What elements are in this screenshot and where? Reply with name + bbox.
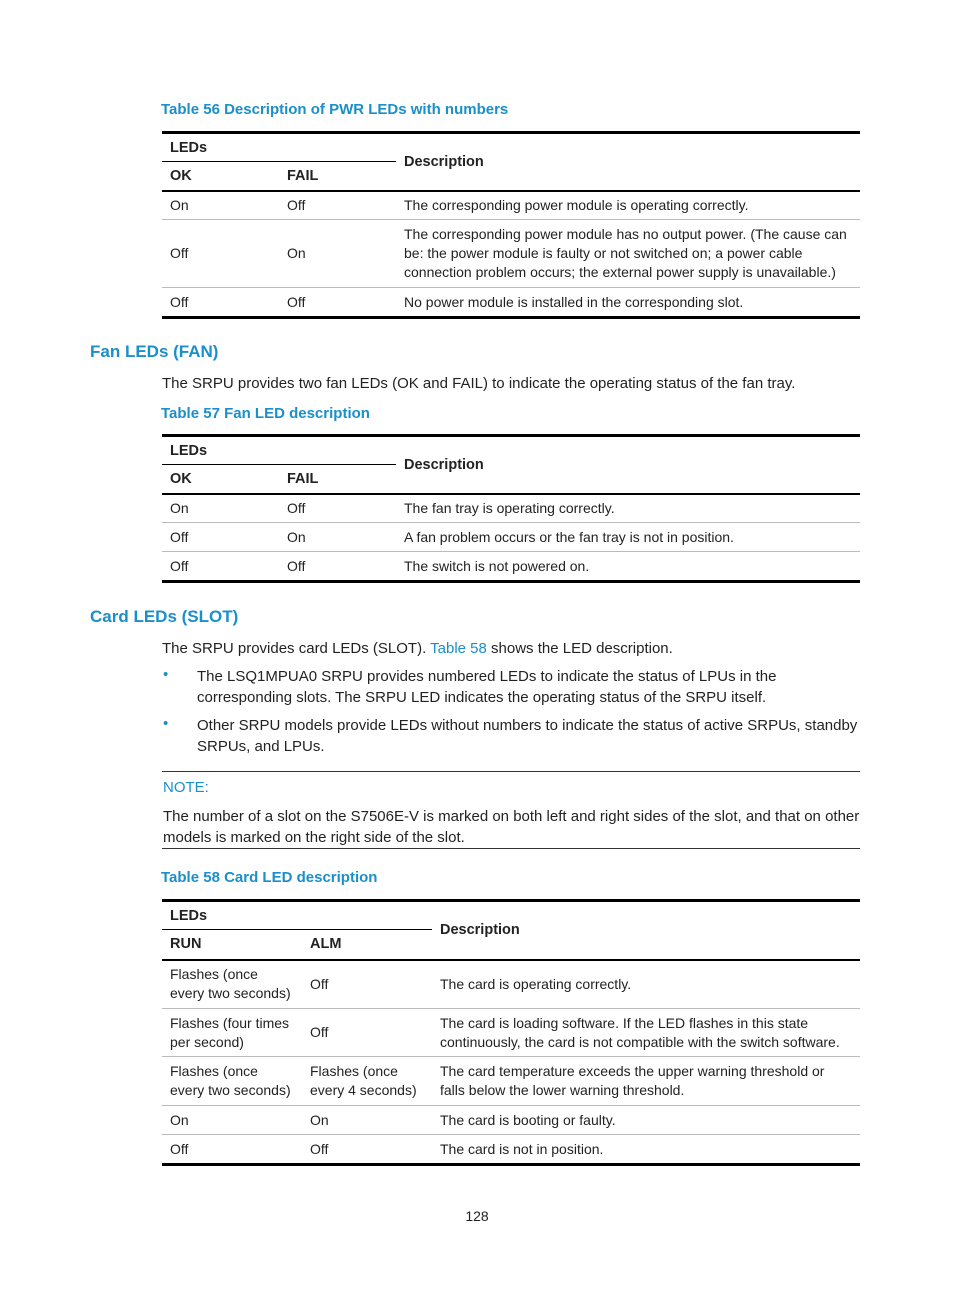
cell-description: The corresponding power module has no output power. (The cause can be: the power module is faulty or not switched on; a power cable connection problem occurs; the external power supply is unavailable.) xyxy=(396,220,860,288)
note-label: NOTE: xyxy=(163,779,209,796)
fan-leds-heading: Fan LEDs (FAN) xyxy=(90,342,219,361)
cell-alm: Off xyxy=(302,1135,432,1165)
table-row xyxy=(162,1135,860,1165)
description-header: Description xyxy=(396,436,860,494)
cell-alm: Off xyxy=(302,1009,432,1057)
cell-description: The card is not in position. xyxy=(432,1135,860,1165)
description-header: Description xyxy=(432,901,860,960)
table-57-caption: Table 57 Fan LED description xyxy=(161,405,370,422)
cell-ok: Off xyxy=(162,523,279,552)
leds-header: LEDs xyxy=(162,436,396,465)
cell-ok: Off xyxy=(162,220,279,288)
note-top-rule xyxy=(162,771,860,772)
table-row xyxy=(162,1057,860,1106)
table-row xyxy=(162,1009,860,1057)
note-text: The number of a slot on the S7506E-V is marked on both left and right sides of the slot, and that on other models is marked on the right side of the slot. xyxy=(163,808,860,846)
cell-fail: Off xyxy=(279,288,396,318)
table-row xyxy=(162,523,860,552)
bullet-item: Other SRPU models provide LEDs without numbers to indicate the status of active SRPUs, standby SRPUs, and LPUs. xyxy=(197,717,858,755)
cell-ok: On xyxy=(170,499,189,516)
cell-description: The card temperature exceeds the upper warning threshold or falls below the lower warning threshold. xyxy=(432,1057,860,1106)
table-57 xyxy=(162,434,860,583)
table-row xyxy=(162,494,860,523)
fail-header: FAIL xyxy=(279,465,396,494)
cell-run: Flashes (four times per second) xyxy=(162,1009,302,1057)
alm-header: ALM xyxy=(302,930,432,960)
bullet-icon: • xyxy=(163,715,169,732)
cell-description: The corresponding power module is operating correctly. xyxy=(404,196,749,213)
cell-description: The card is operating correctly. xyxy=(440,975,632,992)
table-row xyxy=(162,552,860,582)
card-leds-text-start: The SRPU provides card LEDs (SLOT). xyxy=(162,640,431,657)
leds-header: LEDs xyxy=(162,901,432,930)
bullet-icon: • xyxy=(163,666,169,683)
ok-header: OK xyxy=(162,465,279,494)
leds-header: LEDs xyxy=(162,133,396,162)
cell-run: Flashes (once every two seconds) xyxy=(162,1057,302,1106)
cell-ok: Off xyxy=(162,288,279,318)
cell-description: The fan tray is operating correctly. xyxy=(404,499,615,516)
page-number: 128 xyxy=(465,1208,489,1224)
table-56 xyxy=(162,131,860,319)
cell-fail: On xyxy=(279,220,396,288)
cell-fail: Off xyxy=(287,499,306,516)
cell-description: No power module is installed in the corresponding slot. xyxy=(396,288,860,318)
cell-alm: Flashes (once every 4 seconds) xyxy=(302,1057,432,1106)
cell-alm: Off xyxy=(310,975,329,992)
cell-ok: Off xyxy=(162,552,279,582)
ok-header: OK xyxy=(162,162,279,191)
table-row xyxy=(162,960,860,1009)
table-row xyxy=(162,191,860,220)
cell-description: The card is loading software. If the LED flashes in this state continuously, the card is not compatible with the switch software. xyxy=(432,1009,860,1057)
table-58-link[interactable]: Table 58 xyxy=(430,640,487,657)
cell-alm: On xyxy=(302,1106,432,1135)
cell-description: The switch is not powered on. xyxy=(396,552,860,582)
run-header: RUN xyxy=(162,930,302,960)
cell-fail: Off xyxy=(279,552,396,582)
cell-ok: On xyxy=(170,196,189,213)
table-row xyxy=(162,1106,860,1135)
cell-description: The card is booting or faulty. xyxy=(432,1106,860,1135)
cell-fail: On xyxy=(279,523,396,552)
fan-leds-text: The SRPU provides two fan LEDs (OK and FAIL) to indicate the operating status of the fan tray. xyxy=(162,375,796,392)
table-row xyxy=(162,288,860,318)
fail-header: FAIL xyxy=(279,162,396,191)
cell-run: Flashes (once every two seconds) xyxy=(170,966,291,1002)
cell-fail: Off xyxy=(287,196,306,213)
note-bottom-rule xyxy=(162,848,860,849)
card-leds-text xyxy=(162,638,673,659)
bullet-item: The LSQ1MPUA0 SRPU provides numbered LEDs to indicate the status of LPUs in the corresponding slots. The SRPU LED indicates the operating status of the SRPU itself. xyxy=(197,668,777,706)
table-58-caption: Table 58 Card LED description xyxy=(161,869,378,886)
cell-run: On xyxy=(162,1106,302,1135)
description-header: Description xyxy=(396,133,860,191)
cell-description: A fan problem occurs or the fan tray is not in position. xyxy=(396,523,860,552)
table-58 xyxy=(162,899,860,1166)
table-row xyxy=(162,220,860,288)
cell-run: Off xyxy=(162,1135,302,1165)
table-56-caption: Table 56 Description of PWR LEDs with numbers xyxy=(161,101,509,118)
card-leds-heading: Card LEDs (SLOT) xyxy=(90,607,239,626)
card-leds-text-end: shows the LED description. xyxy=(486,640,673,657)
